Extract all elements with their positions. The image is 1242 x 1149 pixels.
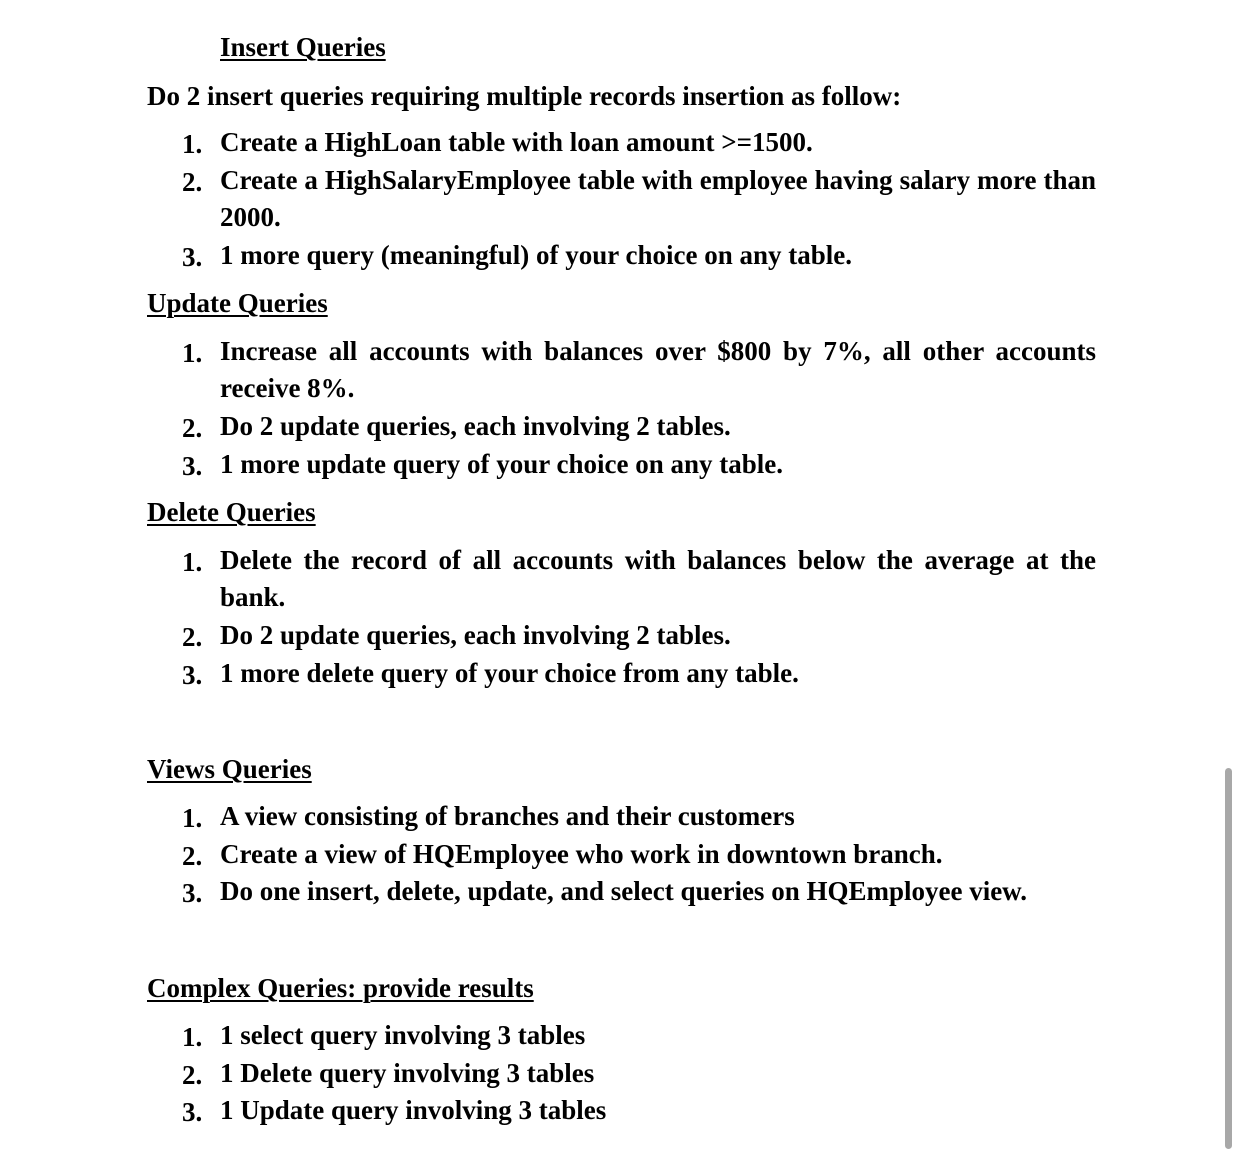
list-number: 3. <box>182 1097 203 1127</box>
list-item: Do 2 update queries, each involving 2 tables. <box>220 620 731 650</box>
list-item: 1 Delete query involving 3 tables <box>220 1058 595 1088</box>
list-number: 3. <box>182 878 203 908</box>
list-item: 1 Update query involving 3 tables <box>220 1095 607 1125</box>
list-number: 3. <box>182 451 203 481</box>
delete-queries-heading: Delete Queries <box>147 497 316 527</box>
list-item: 1 more update query of your choice on any table. <box>220 449 783 479</box>
insert-queries-heading: Insert Queries <box>220 32 386 62</box>
list-number: 3. <box>182 660 203 690</box>
list-number: 2. <box>182 622 203 652</box>
list-number: 2. <box>182 1060 203 1090</box>
list-item: Create a HighLoan table with loan amount >=1500. <box>220 127 813 157</box>
list-number: 1. <box>182 547 203 577</box>
list-item: 1 select query involving 3 tables <box>220 1020 586 1050</box>
list-number: 1. <box>182 338 203 368</box>
list-item: 1 more delete query of your choice from any table. <box>220 658 799 688</box>
list-item: Increase all accounts with balances over $800 by 7%, all other accounts receive 8%. <box>220 336 1096 403</box>
list-number: 1. <box>182 129 203 159</box>
list-number: 2. <box>182 841 203 871</box>
list-item: 1 more query (meaningful) of your choice on any table. <box>220 240 852 270</box>
list-number: 2. <box>182 167 203 197</box>
views-queries-heading: Views Queries <box>147 754 312 784</box>
list-number: 3. <box>182 242 203 272</box>
list-item: Create a HighSalaryEmployee table with employee having salary more than 2000. <box>220 165 1096 232</box>
list-item: Do one insert, delete, update, and select queries on HQEmployee view. <box>220 876 1027 906</box>
list-item: A view consisting of branches and their customers <box>220 801 795 831</box>
insert-intro: Do 2 insert queries requiring multiple records insertion as follow: <box>147 81 902 111</box>
list-number: 1. <box>182 1022 203 1052</box>
list-item: Create a view of HQEmployee who work in downtown branch. <box>220 839 943 869</box>
list-number: 1. <box>182 803 203 833</box>
list-item: Do 2 update queries, each involving 2 tables. <box>220 411 731 441</box>
list-number: 2. <box>182 413 203 443</box>
update-queries-heading: Update Queries <box>147 288 328 318</box>
vertical-scrollbar[interactable] <box>1225 768 1232 1149</box>
complex-queries-heading: Complex Queries: provide results <box>147 973 534 1003</box>
list-item: Delete the record of all accounts with balances below the average at the bank. <box>220 545 1096 612</box>
